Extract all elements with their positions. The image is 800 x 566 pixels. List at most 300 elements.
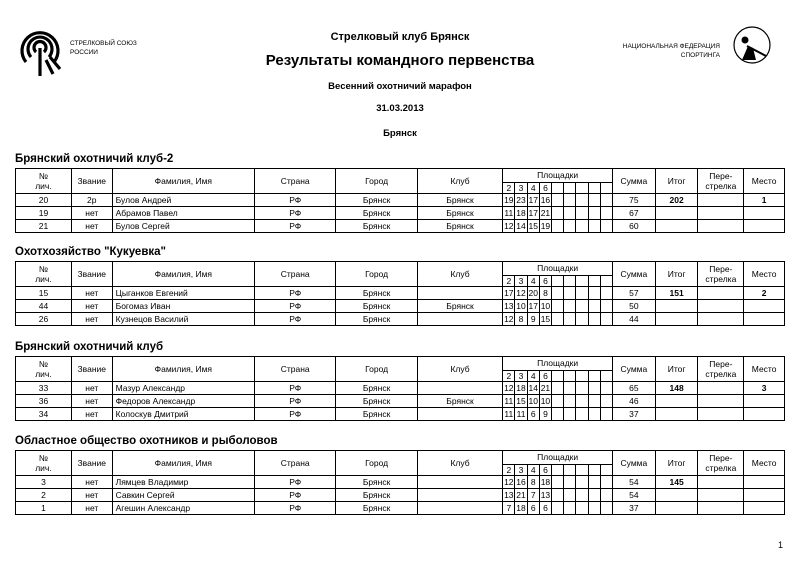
cell-club <box>417 313 502 326</box>
header-country: Страна <box>255 357 336 382</box>
cell-rank: нет <box>71 489 112 502</box>
cell-team-place <box>744 502 785 515</box>
cell-platform-score: 18 <box>516 208 526 218</box>
cell-platform-score: 23 <box>516 195 526 205</box>
header-platform-number <box>576 276 588 287</box>
cell-sum: 75 <box>613 194 656 207</box>
table-row <box>16 194 785 207</box>
header-platform-number: 4 <box>527 465 539 476</box>
cell-platform-score <box>600 502 612 515</box>
cell-platform-score <box>588 194 600 207</box>
header-shootoff-line1: Пере- <box>709 264 733 274</box>
shooting-union-logo-icon <box>16 20 64 78</box>
cell-sum: 57 <box>613 287 656 300</box>
cell-city: Брянск <box>336 476 417 489</box>
cell-platform-score: 6 <box>539 502 551 515</box>
team-name: Брянский охотничий клуб <box>15 341 164 353</box>
cell-platform-score: 12 <box>504 221 514 231</box>
cell-platform-score: 12 <box>504 477 514 487</box>
header-shootoff-line2: стрелка <box>705 181 737 191</box>
header-num-line2: лич. <box>35 181 52 191</box>
cell-rank: нет <box>71 287 112 300</box>
header-platforms: Площадки <box>503 169 613 183</box>
header-platform-number <box>600 371 612 382</box>
header-total: Итог <box>655 262 698 287</box>
header-shootoff <box>698 169 744 194</box>
header-platform-number: 3 <box>515 371 527 382</box>
cell-platform-score: 18 <box>540 477 551 487</box>
cell-num: 20 <box>16 194 72 207</box>
table-header-row <box>16 262 785 276</box>
cell-name: Мазур Александр <box>112 382 254 395</box>
org-right-name <box>590 42 720 60</box>
cell-platform-score: 12 <box>516 288 526 298</box>
page-number: 1 <box>778 540 784 550</box>
header-shootoff-line2: стрелка <box>705 274 737 284</box>
header-platform-number <box>564 276 576 287</box>
header-platform-number: 3 <box>515 465 527 476</box>
cell-platform-score: 10 <box>540 301 551 311</box>
header-club: Клуб <box>417 357 502 382</box>
header-place: Место <box>744 262 785 287</box>
cell-platform-score: 18 <box>516 383 526 393</box>
header-platform-number: 6 <box>539 183 551 194</box>
cell-city: Брянск <box>336 220 417 233</box>
header-country: Страна <box>255 169 336 194</box>
cell-country: РФ <box>255 313 336 326</box>
cell-city: Брянск <box>336 489 417 502</box>
cell-shootoff <box>698 287 744 300</box>
header-platform-number: 4 <box>527 371 539 382</box>
header-platform-number: 6 <box>539 465 551 476</box>
cell-platform-score <box>564 300 576 313</box>
cell-rank: нет <box>71 300 112 313</box>
team-block <box>15 245 785 326</box>
cell-team-total <box>655 502 698 515</box>
cell-shootoff <box>698 220 744 233</box>
cell-platform-score: 8 <box>527 476 539 489</box>
cell-platform-score <box>564 489 576 502</box>
report-header <box>0 0 800 145</box>
cell-team-place: 3 <box>744 382 785 395</box>
cell-name: Булов Андрей <box>112 194 254 207</box>
header-club: Клуб <box>417 169 502 194</box>
header-num-line2: лич. <box>35 463 52 473</box>
cell-platform-score <box>552 207 564 220</box>
cell-platform-score: 21 <box>540 208 551 218</box>
cell-sum: 65 <box>613 382 656 395</box>
header-platform-number <box>564 371 576 382</box>
results-table <box>15 168 785 233</box>
header-sum: Сумма <box>613 262 656 287</box>
cell-platform-score <box>564 194 576 207</box>
event-name: Весенний охотничий марафон <box>328 81 472 92</box>
cell-platform-score: 9 <box>539 408 551 421</box>
cell-platform-score: 18 <box>516 503 526 513</box>
header-total: Итог <box>655 357 698 382</box>
header-platform-number: 3 <box>515 183 527 194</box>
team-block <box>15 152 785 233</box>
cell-num: 34 <box>16 408 72 421</box>
header-num-line1: № <box>38 359 49 369</box>
header-num <box>16 357 72 382</box>
cell-team-total <box>655 220 698 233</box>
cell-sum: 44 <box>613 313 656 326</box>
cell-sum: 37 <box>613 502 656 515</box>
cell-num: 15 <box>16 287 72 300</box>
header-num-line1: № <box>38 453 49 463</box>
cell-platform-score: 10 <box>516 301 526 311</box>
cell-num: 1 <box>16 502 72 515</box>
cell-name: Федоров Александр <box>112 395 254 408</box>
cell-platform-score <box>564 395 576 408</box>
cell-platform-score <box>600 313 612 326</box>
header-num-line1: № <box>38 171 49 181</box>
cell-platform-score <box>600 382 612 395</box>
header-num <box>16 169 72 194</box>
cell-city: Брянск <box>336 207 417 220</box>
table-row <box>16 489 785 502</box>
cell-platform-score: 19 <box>540 221 551 231</box>
header-platform-number <box>576 465 588 476</box>
cell-team-total <box>655 300 698 313</box>
cell-platform-score <box>552 194 564 207</box>
header-platform-number <box>552 183 564 194</box>
cell-shootoff <box>698 194 744 207</box>
club-name: Стрелковый клуб Брянск <box>330 31 470 43</box>
header-shootoff <box>698 357 744 382</box>
cell-platform-score <box>588 502 600 515</box>
header-platform-number <box>588 371 600 382</box>
cell-team-total: 151 <box>655 287 698 300</box>
cell-platform-score: 14 <box>528 383 538 393</box>
cell-country: РФ <box>255 382 336 395</box>
header-club: Клуб <box>417 262 502 287</box>
header-sum: Сумма <box>613 451 656 476</box>
cell-platform-score: 12 <box>504 383 514 393</box>
header-num-line2: лич. <box>35 274 52 284</box>
header-total: Итог <box>655 451 698 476</box>
cell-team-total: 202 <box>655 194 698 207</box>
header-city: Город <box>336 169 417 194</box>
header-platform-number <box>600 276 612 287</box>
cell-num: 26 <box>16 313 72 326</box>
cell-team-total <box>655 489 698 502</box>
cell-club <box>417 476 502 489</box>
cell-city: Брянск <box>336 382 417 395</box>
header-platform-number: 2 <box>503 276 515 287</box>
header-shootoff-line1: Пере- <box>709 359 733 369</box>
cell-platform-score <box>588 408 600 421</box>
header-shootoff <box>698 451 744 476</box>
sporting-federation-logo-icon <box>733 26 771 64</box>
cell-shootoff <box>698 489 744 502</box>
cell-platform-score <box>600 395 612 408</box>
cell-platform-score <box>588 476 600 489</box>
header-platform-number: 4 <box>527 276 539 287</box>
cell-platform-score <box>552 489 564 502</box>
cell-team-total <box>655 408 698 421</box>
cell-country: РФ <box>255 408 336 421</box>
cell-club <box>417 382 502 395</box>
cell-platform-score <box>552 382 564 395</box>
cell-platform-score: 11 <box>504 208 514 218</box>
header-num <box>16 262 72 287</box>
cell-platform-score <box>576 194 588 207</box>
cell-platform-score <box>552 408 564 421</box>
cell-club <box>417 489 502 502</box>
header-sum: Сумма <box>613 169 656 194</box>
header-platforms: Площадки <box>503 451 613 465</box>
cell-platform-score <box>564 476 576 489</box>
cell-platform-score: 12 <box>504 314 514 324</box>
cell-platform-score <box>576 287 588 300</box>
cell-platform-score <box>552 395 564 408</box>
header-num <box>16 451 72 476</box>
cell-platform-score: 19 <box>504 195 514 205</box>
cell-platform-score <box>576 220 588 233</box>
cell-platform-score <box>600 287 612 300</box>
header-rank: Звание <box>71 169 112 194</box>
cell-name: Савкин Сергей <box>112 489 254 502</box>
cell-platform-score: 11 <box>504 409 514 419</box>
cell-team-place <box>744 395 785 408</box>
cell-platform-score: 13 <box>540 490 551 500</box>
table-header-row <box>16 451 785 465</box>
cell-platform-score <box>564 220 576 233</box>
cell-city: Брянск <box>336 287 417 300</box>
header-rank: Звание <box>71 357 112 382</box>
cell-country: РФ <box>255 502 336 515</box>
header-platform-number <box>564 183 576 194</box>
cell-platform-score <box>600 408 612 421</box>
cell-sum: 46 <box>613 395 656 408</box>
cell-rank: нет <box>71 502 112 515</box>
cell-country: РФ <box>255 220 336 233</box>
cell-rank: нет <box>71 395 112 408</box>
cell-platform-score <box>564 502 576 515</box>
cell-club: Брянск <box>417 207 502 220</box>
cell-platform-score <box>552 476 564 489</box>
cell-name: Агешин Александр <box>112 502 254 515</box>
cell-platform-score: 20 <box>528 288 538 298</box>
cell-num: 3 <box>16 476 72 489</box>
table-row <box>16 408 785 421</box>
cell-platform-score: 17 <box>528 301 538 311</box>
org-right-line1: НАЦИОНАЛЬНАЯ ФЕДЕРАЦИЯ <box>622 43 720 50</box>
cell-shootoff <box>698 502 744 515</box>
cell-platform-score: 21 <box>540 383 551 393</box>
cell-platform-score: 11 <box>504 396 514 406</box>
cell-club: Брянск <box>417 300 502 313</box>
cell-club <box>417 408 502 421</box>
table-row <box>16 502 785 515</box>
cell-rank: нет <box>71 408 112 421</box>
cell-platform-score: 7 <box>527 489 539 502</box>
team-name: Охотхозяйство "Кукуевка" <box>15 246 167 258</box>
cell-name: Кузнецов Василий <box>112 313 254 326</box>
cell-country: РФ <box>255 489 336 502</box>
table-row <box>16 300 785 313</box>
cell-name: Булов Сергей <box>112 220 254 233</box>
cell-country: РФ <box>255 300 336 313</box>
cell-platform-score: 15 <box>516 396 526 406</box>
event-city: Брянск <box>383 128 417 139</box>
table-row <box>16 207 785 220</box>
header-shootoff <box>698 262 744 287</box>
cell-platform-score: 6 <box>527 502 539 515</box>
cell-rank: нет <box>71 382 112 395</box>
cell-num: 2 <box>16 489 72 502</box>
cell-num: 21 <box>16 220 72 233</box>
header-name: Фамилия, Имя <box>112 262 254 287</box>
cell-platform-score <box>576 207 588 220</box>
header-platform-number <box>552 276 564 287</box>
table-header-row <box>16 357 785 371</box>
header-platform-number <box>576 183 588 194</box>
header-name: Фамилия, Имя <box>112 451 254 476</box>
cell-platform-score <box>564 408 576 421</box>
header-place: Место <box>744 357 785 382</box>
cell-platform-score <box>588 287 600 300</box>
header-city: Город <box>336 262 417 287</box>
cell-platform-score: 8 <box>539 287 551 300</box>
team-name: Брянский охотничий клуб-2 <box>15 153 174 165</box>
cell-rank: 2р <box>71 194 112 207</box>
table-row <box>16 287 785 300</box>
org-left-line2: РОССИИ <box>70 49 98 56</box>
cell-shootoff <box>698 476 744 489</box>
cell-team-place <box>744 220 785 233</box>
header-shootoff-line2: стрелка <box>705 369 737 379</box>
cell-platform-score <box>564 313 576 326</box>
cell-name: Богомаз Иван <box>112 300 254 313</box>
header-num-line2: лич. <box>35 369 52 379</box>
header-platform-number: 3 <box>515 276 527 287</box>
cell-platform-score <box>552 287 564 300</box>
cell-platform-score <box>588 300 600 313</box>
cell-platform-score <box>588 382 600 395</box>
cell-platform-score <box>576 395 588 408</box>
header-platform-number <box>600 183 612 194</box>
header-rank: Звание <box>71 262 112 287</box>
cell-city: Брянск <box>336 502 417 515</box>
cell-club: Брянск <box>417 395 502 408</box>
cell-country: РФ <box>255 207 336 220</box>
cell-platform-score <box>576 502 588 515</box>
cell-shootoff <box>698 395 744 408</box>
cell-team-place: 2 <box>744 287 785 300</box>
header-platform-number <box>588 465 600 476</box>
header-platforms: Площадки <box>503 262 613 276</box>
cell-platform-score <box>552 313 564 326</box>
cell-platform-score <box>576 300 588 313</box>
cell-city: Брянск <box>336 408 417 421</box>
table-row <box>16 476 785 489</box>
cell-sum: 50 <box>613 300 656 313</box>
cell-platform-score: 17 <box>504 288 514 298</box>
results-table <box>15 261 785 326</box>
cell-platform-score <box>588 489 600 502</box>
table-header-row <box>16 169 785 183</box>
cell-platform-score <box>552 502 564 515</box>
cell-platform-score: 16 <box>516 477 526 487</box>
header-platform-number: 6 <box>539 276 551 287</box>
cell-sum: 54 <box>613 476 656 489</box>
cell-team-place <box>744 476 785 489</box>
header-total: Итог <box>655 169 698 194</box>
header-shootoff-line1: Пере- <box>709 453 733 463</box>
event-date: 31.03.2013 <box>376 103 424 114</box>
header-country: Страна <box>255 451 336 476</box>
cell-platform-score: 10 <box>540 396 551 406</box>
cell-sum: 37 <box>613 408 656 421</box>
cell-sum: 67 <box>613 207 656 220</box>
cell-name: Абрамов Павел <box>112 207 254 220</box>
cell-team-place <box>744 313 785 326</box>
cell-shootoff <box>698 408 744 421</box>
cell-country: РФ <box>255 476 336 489</box>
header-name: Фамилия, Имя <box>112 169 254 194</box>
cell-platform-score <box>600 220 612 233</box>
cell-city: Брянск <box>336 395 417 408</box>
cell-platform-score <box>588 220 600 233</box>
header-club: Клуб <box>417 451 502 476</box>
cell-platform-score: 10 <box>528 396 538 406</box>
header-shootoff-line2: стрелка <box>705 463 737 473</box>
cell-platform-score: 17 <box>528 195 538 205</box>
cell-platform-score <box>600 476 612 489</box>
header-sum: Сумма <box>613 357 656 382</box>
cell-platform-score <box>588 395 600 408</box>
header-place: Место <box>744 169 785 194</box>
table-row <box>16 382 785 395</box>
cell-platform-score <box>600 300 612 313</box>
cell-platform-score <box>600 489 612 502</box>
cell-club <box>417 502 502 515</box>
cell-team-place <box>744 408 785 421</box>
cell-platform-score <box>564 207 576 220</box>
header-platforms: Площадки <box>503 357 613 371</box>
header-shootoff-line1: Пере- <box>709 171 733 181</box>
table-row <box>16 313 785 326</box>
cell-team-total: 145 <box>655 476 698 489</box>
cell-country: РФ <box>255 395 336 408</box>
header-platform-number: 2 <box>503 183 515 194</box>
cell-platform-score: 14 <box>516 221 526 231</box>
results-table <box>15 450 785 515</box>
cell-platform-score: 13 <box>504 490 514 500</box>
cell-city: Брянск <box>336 194 417 207</box>
cell-sum: 54 <box>613 489 656 502</box>
cell-platform-score <box>576 313 588 326</box>
header-country: Страна <box>255 262 336 287</box>
header-platform-number <box>600 465 612 476</box>
team-block <box>15 434 785 515</box>
cell-shootoff <box>698 313 744 326</box>
cell-platform-score: 17 <box>528 208 538 218</box>
org-right-line2: СПОРТИНГА <box>680 52 720 59</box>
cell-platform-score <box>564 382 576 395</box>
header-platform-number: 6 <box>539 371 551 382</box>
cell-platform-score <box>588 313 600 326</box>
cell-num: 19 <box>16 207 72 220</box>
team-name: Областное общество охотников и рыболовов <box>15 435 278 447</box>
header-platform-number: 2 <box>503 465 515 476</box>
cell-rank: нет <box>71 207 112 220</box>
cell-num: 44 <box>16 300 72 313</box>
cell-country: РФ <box>255 194 336 207</box>
